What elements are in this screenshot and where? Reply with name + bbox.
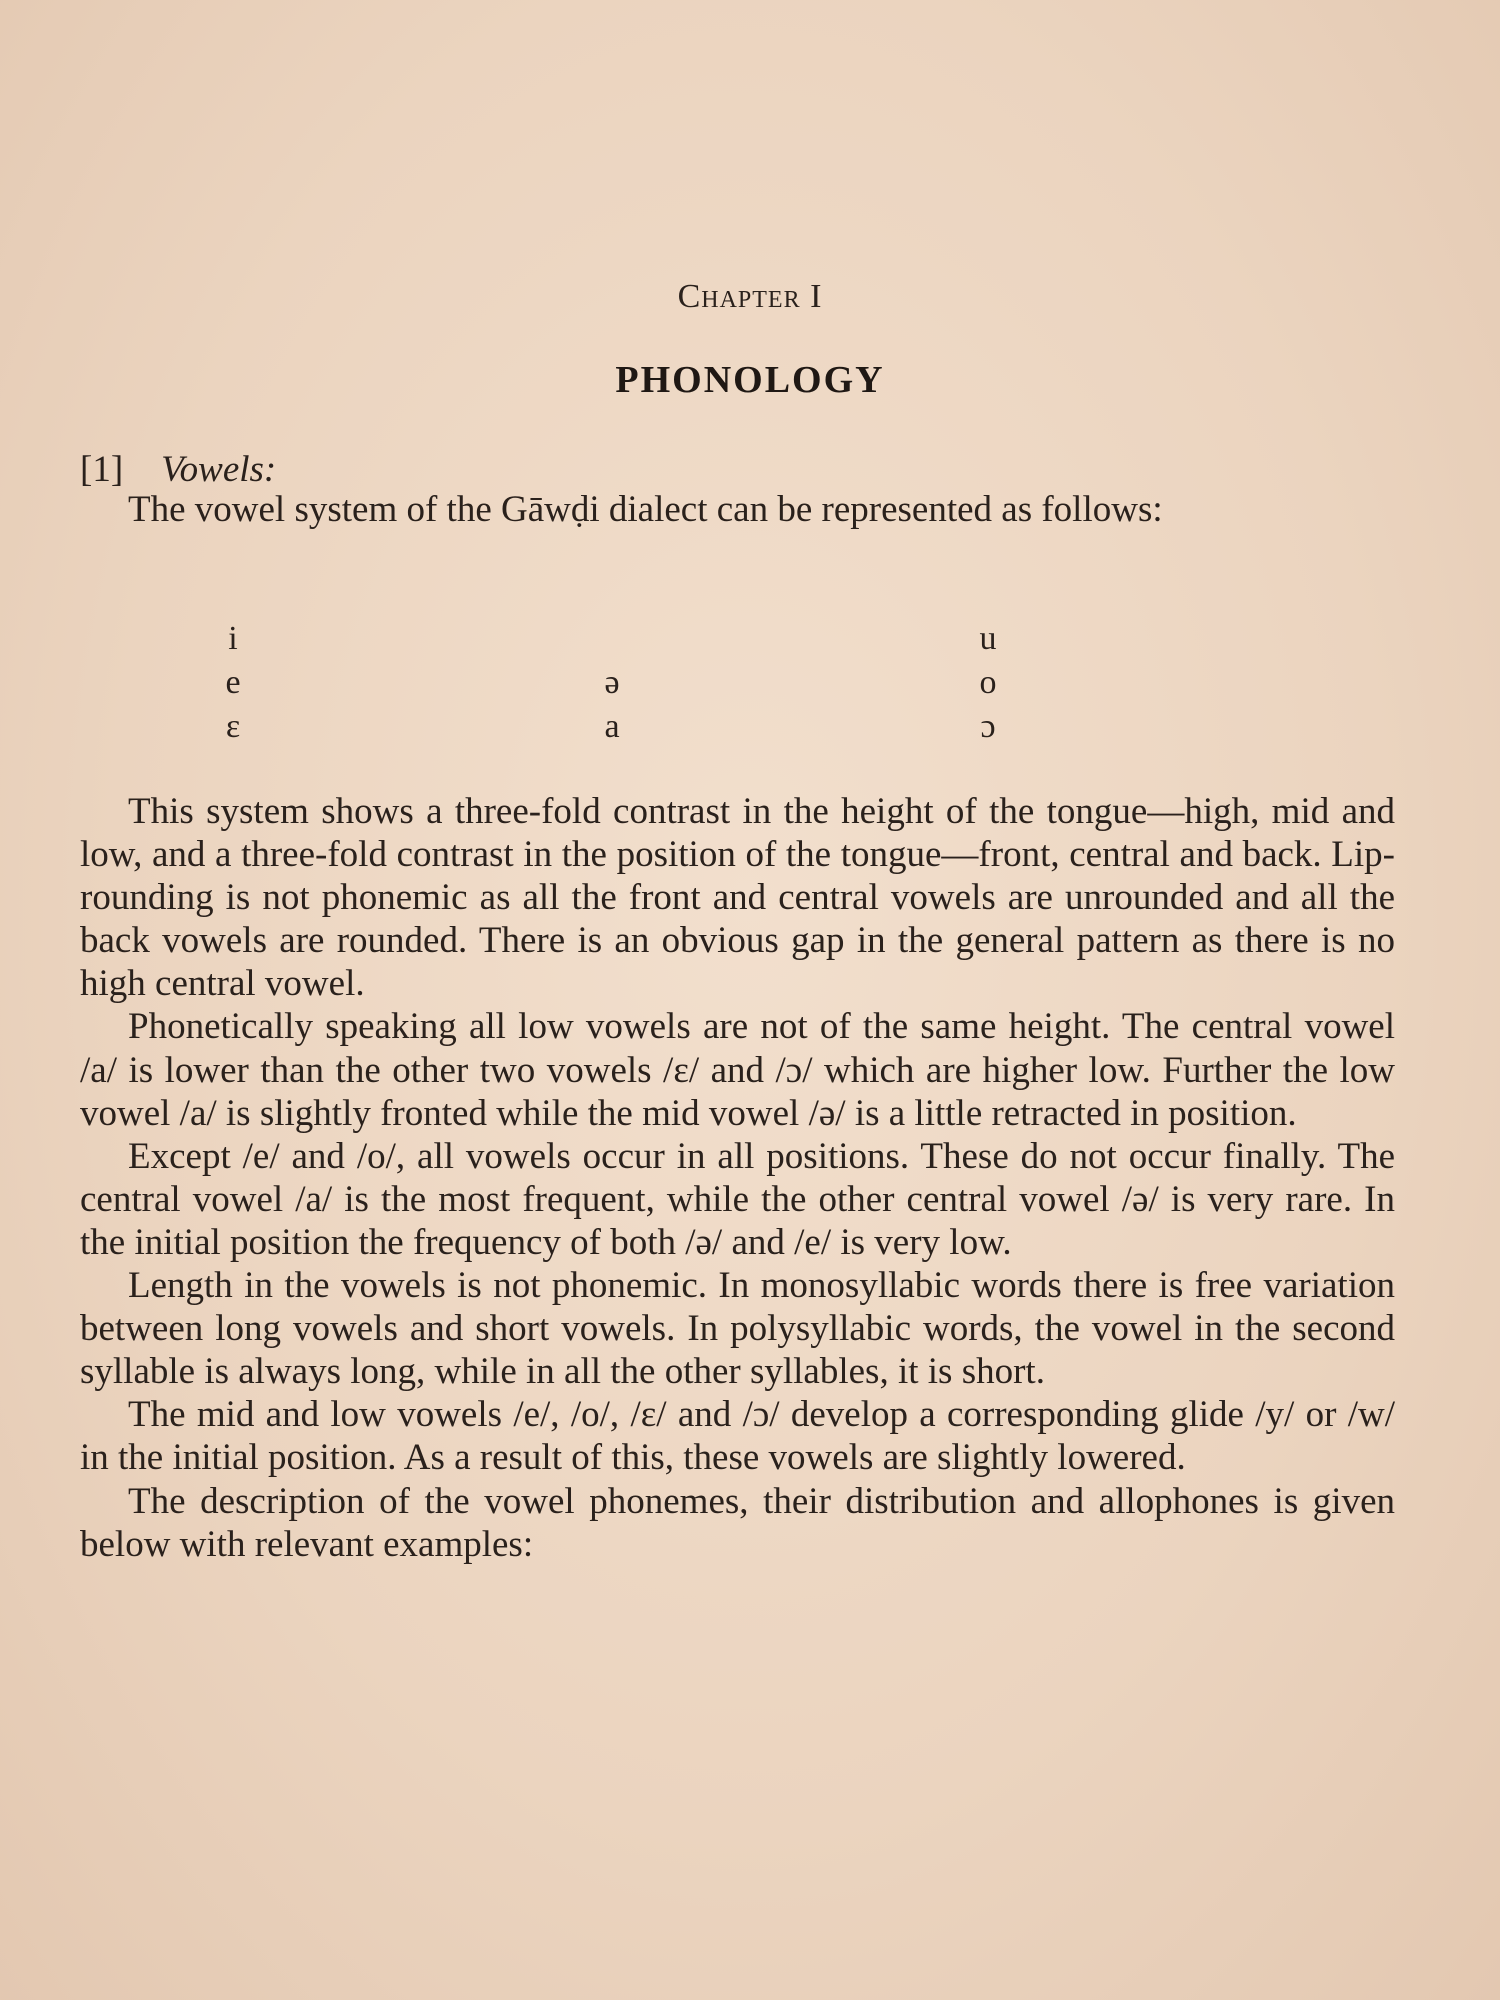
vowel-central-mid: ə <box>604 664 620 701</box>
vowel-front-low: ɛ <box>225 708 241 745</box>
vowel-back-low: ɔ <box>980 708 996 745</box>
vowel-chart <box>0 620 1500 760</box>
section-heading <box>80 448 276 491</box>
paragraph-system: This system shows a three-fold contrast in the height of the tongue—high, mid and low, and a three-fold contrast in the position of the tongue—front, central and back. Lip-rounding is not phonemic as all the front and central vowels are unrounded and all the back vowels are rounded. There is an obvious gap in the general pattern as there is no high central vowel. <box>80 791 1395 1005</box>
chapter-title: PHONOLOGY <box>615 359 885 401</box>
vowel-front-high: i <box>228 620 238 657</box>
paragraph-distribution: Except /e/ and /o/, all vowels occur in all positions. These do not occur finally. The central vowel /a/ is the most frequent, while the other central vowel /ə/ is very rare. In the initial position the frequency of both /ə/ and /e/ is very low. <box>80 1135 1395 1263</box>
body-text <box>80 790 1395 1566</box>
vowel-central-low: a <box>604 708 620 745</box>
paragraph-length: Length in the vowels is not phonemic. In monosyllabic words there is free variation between long vowels and short vowels. In polysyllabic words, the vowel in the second syllable is always long, while in all the other syllables, it is short. <box>80 1265 1395 1393</box>
chapter-label: Chapter I <box>677 278 823 315</box>
intro-block <box>80 488 1395 531</box>
paragraph-glides: The mid and low vowels /e/, /o/, /ɛ/ and /ɔ/ develop a corresponding glide /y/ or /w/ in the initial position. As a result of this, these vowels are slightly lowered. <box>80 1394 1395 1479</box>
vowel-back-mid: o <box>979 664 997 701</box>
paragraph-phonetics: Phonetically speaking all low vowels are not of the same height. The central vowel /a/ is lower than the other two vowels /ɛ/ and /ɔ/ which are higher low. Further the low vowel /a/ is slightly fronted while the mid vowel /ə/ is a little retracted in position. <box>80 1006 1395 1134</box>
vowel-back-high: u <box>979 620 997 657</box>
vowel-front-mid: e <box>225 664 241 701</box>
section-name: Vowels: <box>161 449 277 490</box>
section-number: [1] <box>80 449 124 490</box>
intro-paragraph: The vowel system of the Gāwḍi dialect can be represented as follows: <box>128 489 1163 530</box>
paragraph-description: The description of the vowel phonemes, their distribution and allophones is given below with relevant examples: <box>80 1480 1395 1565</box>
